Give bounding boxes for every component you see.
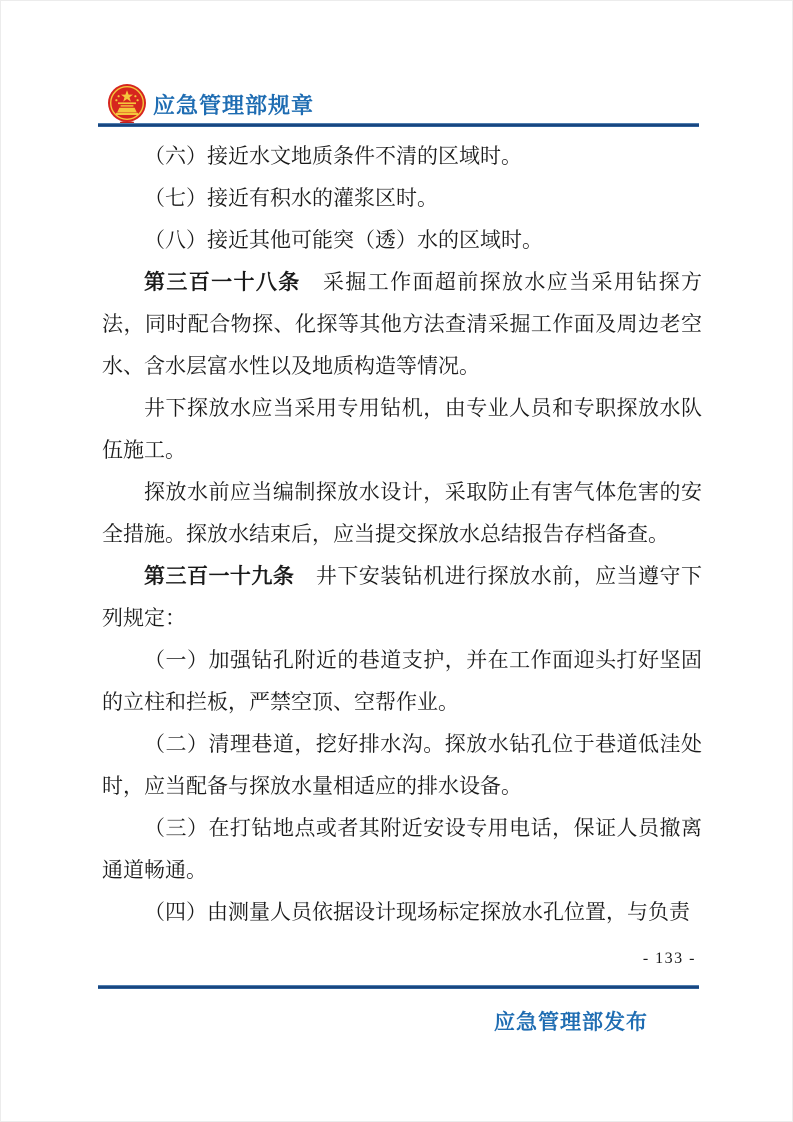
article-paragraph: 第三百一十九条 井下安装钻机进行探放水前，应当遵守下列规定： xyxy=(102,564,702,630)
clause-paragraph: （三）在打钻地点或者其附近安设专用电话，保证人员撤离通道畅通。 xyxy=(102,816,702,882)
document-body xyxy=(102,135,702,933)
national-emblem-icon xyxy=(107,83,147,125)
footer-divider xyxy=(98,985,699,989)
article-number: 第三百一十九条 xyxy=(144,564,295,588)
header-divider xyxy=(98,123,699,127)
clause-paragraph: （七）接近有积水的灌浆区时。 xyxy=(144,186,438,210)
clause-paragraph: （四）由测量人员依据设计现场标定探放水孔位置，与负责 xyxy=(144,900,690,924)
clause-paragraph: （八）接近其他可能突（透）水的区域时。 xyxy=(144,228,543,252)
page-title: 应急管理部规章 xyxy=(153,92,315,118)
clause-paragraph: （二）清理巷道，挖好排水沟。探放水钻孔位于巷道低洼处时，应当配备与探放水量相适应的排水设备。 xyxy=(102,732,702,798)
clause-paragraph: （六）接近水文地质条件不清的区域时。 xyxy=(144,144,522,168)
page-number: - 133 - xyxy=(642,950,696,967)
article-paragraph: 第三百一十八条 采掘工作面超前探放水应当采用钻探方法，同时配合物探、化探等其他方法查清采掘工作面及周边老空水、含水层富水性以及地质构造等情况。 xyxy=(102,270,702,378)
body-paragraph: 探放水前应当编制探放水设计，采取防止有害气体危害的安全措施。探放水结束后，应当提交探放水总结报告存档备查。 xyxy=(102,480,702,546)
clause-paragraph: （一）加强钻孔附近的巷道支护，并在工作面迎头打好坚固的立柱和拦板，严禁空顶、空帮作业。 xyxy=(102,648,702,714)
page-header xyxy=(107,83,314,125)
publisher-label: 应急管理部发布 xyxy=(494,1011,648,1034)
article-number: 第三百一十八条 xyxy=(144,270,301,294)
body-paragraph: 井下探放水应当采用专用钻机，由专业人员和专职探放水队伍施工。 xyxy=(102,396,702,462)
